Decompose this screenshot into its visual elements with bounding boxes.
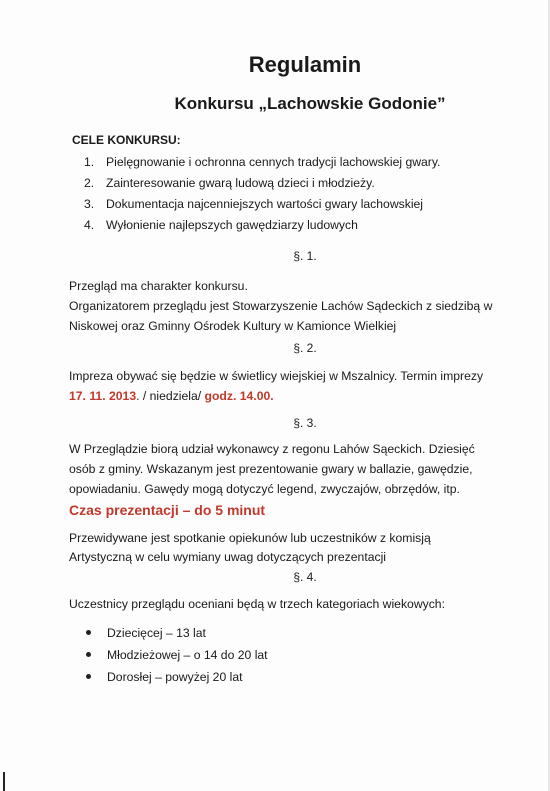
section-1-line-3: Niskowej oraz Gminny Ośrodek Kultury w Kamionce Wielkiej <box>69 319 397 333</box>
document-subtitle: Konkursu „Lachowskie Godonie” <box>174 94 446 113</box>
list-item: Młodzieżowej – o 14 do 20 lat <box>86 644 268 666</box>
bullet-icon <box>86 652 91 657</box>
section-3-label: §. 3. <box>293 416 317 430</box>
meeting-line-2: Artystyczną w celu wymiany uwag dotyczących prezentacji <box>69 550 386 564</box>
bullet-icon <box>86 674 91 679</box>
section-1-line-2: Organizatorem przeglądu jest Stowarzyszenie Lachów Sądeckich z siedzibą w <box>69 299 493 313</box>
goals-heading: CELE KONKURSU: <box>72 133 181 147</box>
section-4-line-1: Uczestnicy przeglądu oceniani będą w trzech kategoriach wiekowych: <box>69 597 445 611</box>
bullet-icon <box>86 630 91 635</box>
presentation-time-heading: Czas prezentacji – do 5 minut <box>69 502 266 518</box>
list-item: 1. Pielęgnowanie i ochronna cennych tradycji lachowskiej gwary. <box>84 155 441 169</box>
list-item: 2. Zainteresowanie gwarą ludową dzieci i młodzieży. <box>84 176 375 190</box>
section-2-line-2: 17. 11. 2013. / niedziela/ godz. 14.00. <box>69 389 274 403</box>
event-date: 17. 11. 2013 <box>69 389 137 403</box>
section-2-line-1: Impreza obywać się będzie w świetlicy wiejskiej w Mszalnicy. Termin imprezy <box>69 369 484 383</box>
list-item: 3. Dokumentacja najcenniejszych wartości gwary lachowskiej <box>84 197 424 211</box>
scan-edge-mark <box>3 772 5 791</box>
age-categories-list <box>86 622 268 688</box>
event-time: godz. 14.00. <box>204 389 274 403</box>
list-item: 4. Wyłonienie najlepszych gawędziarzy ludowych <box>84 218 358 232</box>
section-4-label: §. 4. <box>293 570 317 584</box>
section-3-line-1: W Przeglądzie biorą udział wykonawcy z regonu Lahów Sąeckich. Dziesięć <box>69 442 475 456</box>
section-3-line-3: opowiadaniu. Gawędy mogą dotyczyć legend, zwyczajów, obrzędów, itp. <box>69 482 460 496</box>
section-1-label: §. 1. <box>293 249 317 263</box>
meeting-line-1: Przewidywane jest spotkanie opiekunów lub uczestników z komisją <box>69 531 431 545</box>
section-1-line-1: Przegląd ma charakter konkursu. <box>69 279 248 293</box>
section-2-label: §. 2. <box>293 341 317 355</box>
section-3-line-2: osób z gminy. Wskazanym jest prezentowanie gwary w ballazie, gawędzie, <box>69 462 473 476</box>
list-item: Dorosłej – powyżej 20 lat <box>86 666 268 688</box>
goals-list <box>84 152 440 236</box>
document-title: Regulamin <box>248 52 362 77</box>
list-item: Dziecięcej – 13 lat <box>86 622 268 644</box>
